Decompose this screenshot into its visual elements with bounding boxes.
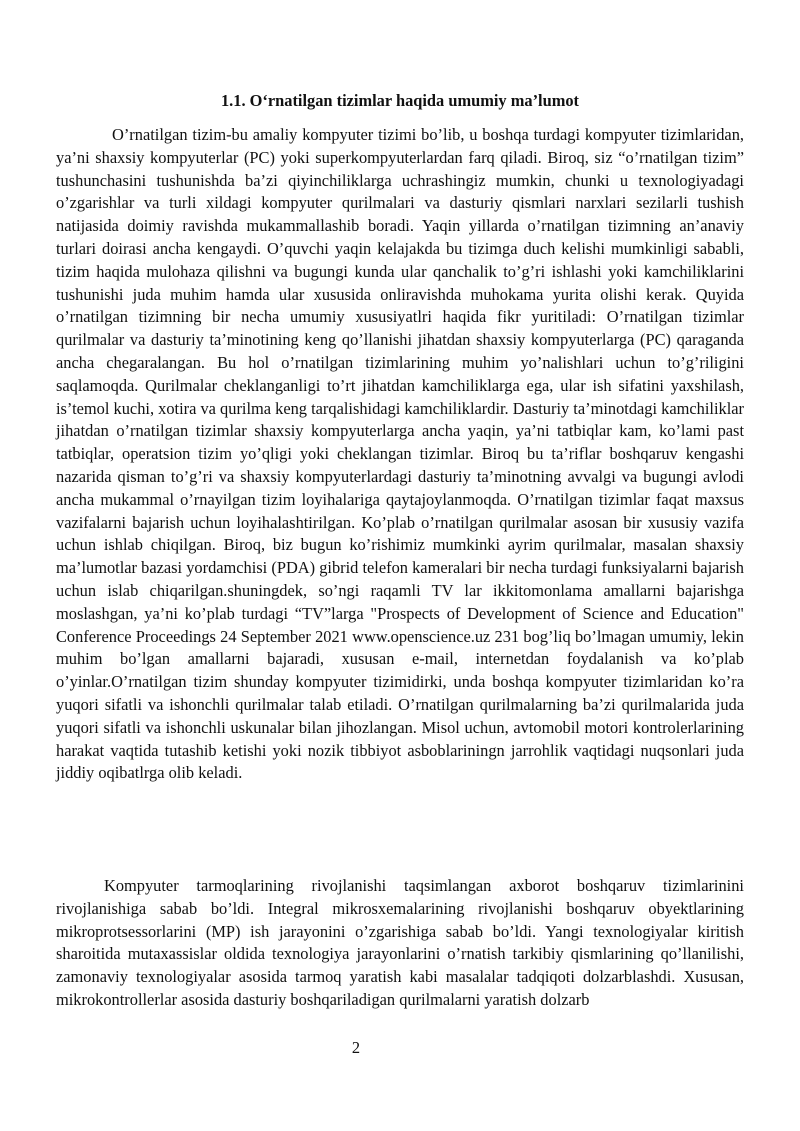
- section-heading: 1.1. O‘rnatilgan tizimlar haqida umumiy ma’lumot: [220, 91, 580, 110]
- body-paragraph-2: Kompyuter tarmoqlarining rivojlanishi taqsimlangan axborot boshqaruv tizimlarinini rivojlanishiga sabab bo’ldi. Integral mikrosxemalarining rivojlanishi boshqaruv obyektlarining mikroprotsessorlarini (MP) ish jarayonini o’zgarishiga sabab bo’ldi. Yangi texnologiyalar kiritish sharoitida mutaxassislar oldida texnologiya jarayonlarini o’rnatish tarkibiy qismlarining qo’llanilishi, zamonaviy texnologiyalar asosida tarmoq yaratish kabi masalalar tadqiqoti dolzarblashdi. Xususan, mikrokontrollerlar asosida dasturiy boshqariladigan qurilmalarni yaratish dolzarb: [56, 876, 744, 1009]
- document-page: [56, 0, 744, 1131]
- page-number: 2: [351, 1038, 361, 1057]
- body-paragraph-1: O’rnatilgan tizim-bu amaliy kompyuter tizimi bo’lib, u boshqa turdagi kompyuter tizimlaridan, ya’ni shaxsiy kompyuterlar (PC) yoki superkompyuterlardan farq qiladi. Biroq, siz “o’rnatilgan tizim” tushunchasini tushunishda ba’zi qiyinchiliklarga uchrashingiz mumkin, chunki u texnologiyadagi o’zgarishlar va turli xildagi kompyuter qurilmalari va dasturiy qismlari narxlari sezilarli tushish natijasida doimiy ravishda mukammallashib boradi. Yaqin yillarda o’rnatilgan tizimning an’anaviy turlari doirasi ancha kengaydi. O’quvchi yaqin kelajakda bu tizimga duch kelishi mumkinligi sababli, tizim haqida mulohaza qilishni va bugungi kunda ular qanchalik to’g’ri ishlashi yoki kamchiliklarini tushunishi juda muhim hamda ular xususida onliravishda muhokama yurita olishi kerak. Quyida o’rnatilgan tizimning bir necha umumiy xususiyatlri haqida fikr yuritiladi: O’rnatilgan tizimlar qurilmalar va dasturiy ta’minotining keng qo’llanishi jihatdan shaxsiy kompyuterlarga (PC) qaraganda ancha chegaralangan. Bu hol o’rnatilgan tizimlarining muhim yo’nalishlari uchun to’g’riligini saqlamoqda. Qurilmalar cheklanganligi to’rt jihatdan kamchiliklarga ega, ular ish sifatini yaxshilash, is’temol kuchi, xotira va qurilma keng tarqalishidagi kamchiliklardir. Dasturiy ta’minotdagi kamchiliklar jihatdan o’rnatilgan tizimlar shaxsiy kompyuterlarga ancha yaqin, ya’ni tatbiqlar kam, ko’lami past tatbiqlar, operatsion tizim yo’qligi yoki cheklangan tizimlar. Biroq bu ta’riflar boshqaruv kengashi nazarida qisman to’g’ri va shaxsiy kompyuterlardagi dasturiy ta’minotning avvalgi va bugungi avlodi ancha mukammal o’rnayilgan tizim loyihalariga qaytajoylanmoqda. O’rnatilgan tizimlar faqat maxsus vazifalarni bajarish uchun loyihalashtirilgan. Ko’plab o’rnatilgan qurilmalar asosan bir xususiy vazifa uchun ishlab chiqilgan. Biroq, biz bugun ko’rishimiz mumkinki ayrim qurilmalar, masalan shaxsiy ma’lumotlar bazasi yordamchisi (PDA) gibrid telefon kameralari bir necha turdagi funksiyalarni bajarish uchun islab chiqarilgan.shuningdek, so’ngi raqamli TV lar ikkitomonlama amallarni bajarishga moslashgan, ya’ni ko’plab turdagi “TV”larga "Prospects of Development of Science and Education" Conference Proceedings 24 September 2021 www.openscience.uz 231 bog’liq bo’lmagan umumiy, lekin muhim bo’lgan amallarni bajaradi, xususan e-mail, internetdan foydalanish va ko’plab o’yinlar.O’rnatilgan tizim shunday kompyuter tizimidirki, unda boshqa kompyuter tizimlaridan ko’ra yuqori sifatli va ishonchli qurilmalar talab etiladi. O’rnatilgan qurilmalarning ba’zi qurilmalarida juda yuqori sifatli va ishonchli uskunalar bilan jihozlangan. Misol uchun, avtomobil motori kontrolerlarining harakat vaqtida tutashib ketishi yoki nozik tibbiyot asboblariningn jarrohlik vaqtidagi nuqsonlari juda jiddiy oqibatlrga olib keladi.: [56, 125, 744, 783]
